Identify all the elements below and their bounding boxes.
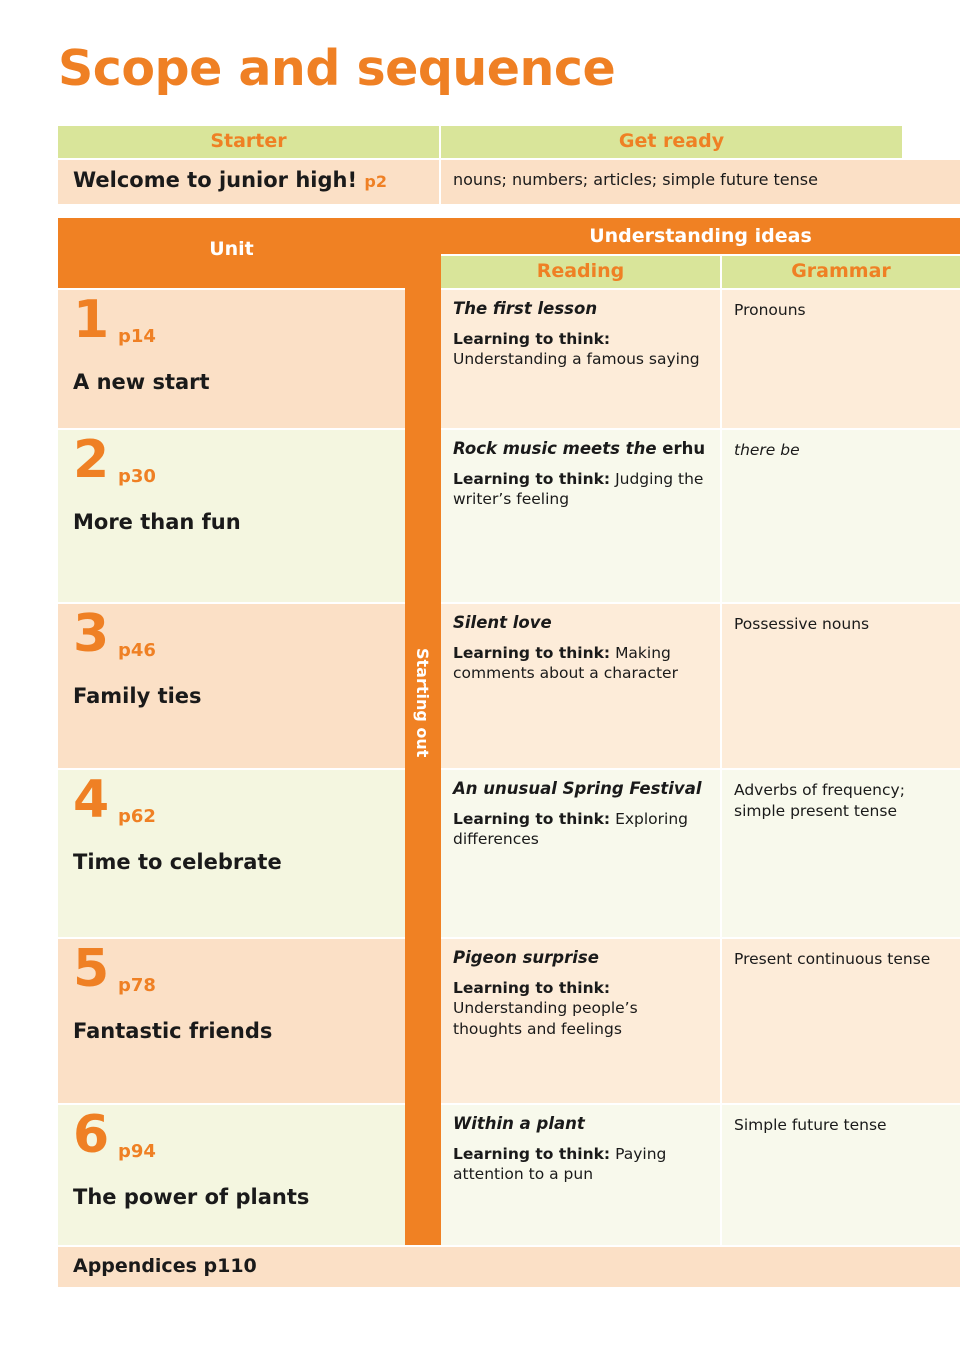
reading-cell-3 [441, 604, 720, 768]
grammar-cell-1 [722, 290, 960, 428]
reading-text-2: Judging the writer’s feeling [453, 469, 704, 509]
reading-title-italic-5: Pigeon surprise [453, 948, 599, 967]
reading-label-2: Learning to think: [453, 469, 611, 488]
starter-title: Welcome to junior high! [73, 168, 358, 192]
reading-body-4 [453, 809, 706, 850]
header-unit-label: Unit [209, 238, 254, 260]
starter-row-title-cell [58, 160, 439, 204]
reading-text-1: Understanding a famous saying [453, 350, 700, 369]
grammar-text-3: Possessive nouns [734, 615, 870, 633]
unit-name-5: Fantastic friends [73, 1019, 273, 1043]
reading-title-plain-2: erhu [656, 439, 706, 458]
reading-title-italic-4: An unusual Spring Festival [453, 779, 702, 798]
reading-label-1: Learning to think: [453, 329, 611, 348]
unit-cell-2 [58, 430, 405, 602]
grammar-cell-3 [722, 604, 960, 768]
header-understanding-ideas [441, 218, 960, 254]
reading-body-2 [453, 469, 706, 510]
reading-body-5 [453, 978, 706, 1040]
unit-page-2: p30 [118, 466, 156, 487]
unit-page-1: p14 [118, 326, 156, 347]
starter-title-wrapper [58, 160, 439, 202]
unit-number-2: 2 [73, 430, 110, 490]
reading-cell-6 [441, 1105, 720, 1245]
reading-title-italic-2: Rock music meets the [453, 439, 657, 458]
header-reading [441, 256, 720, 288]
reading-inner-5 [441, 939, 720, 1039]
appendices-wrapper [58, 1247, 960, 1285]
unit-number-4: 4 [73, 770, 110, 830]
unit-cell-3 [58, 604, 405, 768]
reading-title-1 [453, 299, 706, 320]
reading-title-italic-3: Silent love [453, 613, 552, 632]
reading-title-3 [453, 613, 706, 634]
grammar-text-5: Present continuous tense [734, 950, 931, 968]
unit-cell-6 [58, 1105, 405, 1245]
unit-cell-5 [58, 939, 405, 1103]
reading-title-5 [453, 948, 706, 969]
reading-cell-1 [441, 290, 720, 428]
header-unit [58, 218, 405, 288]
unit-number-3: 3 [73, 604, 110, 664]
reading-body-1 [453, 329, 706, 370]
appendices-row [58, 1247, 960, 1287]
reading-body-6 [453, 1144, 706, 1185]
reading-cell-4 [441, 770, 720, 937]
reading-text-3: Making comments about a character [453, 643, 678, 683]
reading-inner-6 [441, 1105, 720, 1185]
starting-out-label: Starting out [413, 648, 432, 758]
header-grammar-label: Grammar [791, 260, 891, 282]
header-starter [58, 126, 439, 158]
appendices-label: Appendices [73, 1255, 197, 1277]
grammar-cell-6 [722, 1105, 960, 1245]
unit-name-3: Family ties [73, 684, 202, 708]
grammar-cell-5 [722, 939, 960, 1103]
reading-inner-4 [441, 770, 720, 850]
header-reading-label: Reading [536, 260, 625, 282]
header-get-ready-label: Get ready [618, 130, 725, 152]
reading-inner-2 [441, 430, 720, 510]
unit-name-4: Time to celebrate [73, 850, 282, 874]
unit-page-5: p78 [118, 975, 156, 996]
reading-text-5: Understanding people’s thoughts and feelings [453, 999, 638, 1038]
reading-title-4 [453, 779, 706, 800]
reading-cell-5 [441, 939, 720, 1103]
unit-number-1: 1 [73, 290, 110, 350]
reading-label-3: Learning to think: [453, 643, 611, 662]
unit-name-2: More than fun [73, 510, 241, 534]
header-get-ready [441, 126, 902, 158]
starter-get-ready-text: nouns; numbers; articles; simple future tense [453, 170, 818, 189]
unit-number-6: 6 [73, 1105, 110, 1165]
reading-text-4: Exploring differences [453, 809, 688, 849]
reading-inner-1 [441, 290, 720, 370]
reading-title-italic-1: The first lesson [453, 299, 598, 318]
unit-page-4: p62 [118, 806, 156, 827]
reading-title-6 [453, 1114, 706, 1135]
grammar-cell-2 [722, 430, 960, 602]
starter-page: p2 [364, 172, 387, 191]
appendices-page: p110 [203, 1255, 257, 1277]
reading-label-4: Learning to think: [453, 809, 611, 828]
grammar-text-2: there be [734, 441, 800, 459]
grammar-text-4: Adverbs of frequency; simple present tense [734, 781, 905, 820]
grammar-text-6: Simple future tense [734, 1116, 887, 1134]
grammar-text-1: Pronouns [734, 301, 806, 319]
reading-inner-3 [441, 604, 720, 684]
header-understanding-ideas-label: Understanding ideas [589, 225, 812, 247]
reading-body-3 [453, 643, 706, 684]
grammar-cell-4 [722, 770, 960, 937]
unit-number-5: 5 [73, 939, 110, 999]
reading-text-6: Paying attention to a pun [453, 1144, 667, 1184]
reading-title-2 [453, 439, 706, 460]
header-grammar [722, 256, 960, 288]
reading-cell-2 [441, 430, 720, 602]
unit-page-3: p46 [118, 640, 156, 661]
unit-cell-1 [58, 290, 405, 428]
unit-name-1: A new start [73, 370, 210, 394]
unit-page-6: p94 [118, 1141, 156, 1162]
reading-label-6: Learning to think: [453, 1144, 611, 1163]
header-starter-label: Starter [210, 130, 287, 152]
page-title: Scope and sequence [58, 40, 616, 97]
starting-out-bar [405, 218, 441, 1245]
starter-row-getready-cell [441, 160, 960, 204]
unit-cell-4 [58, 770, 405, 937]
unit-name-6: The power of plants [73, 1185, 310, 1209]
reading-title-italic-6: Within a plant [453, 1114, 585, 1133]
reading-label-5: Learning to think: [453, 978, 611, 997]
